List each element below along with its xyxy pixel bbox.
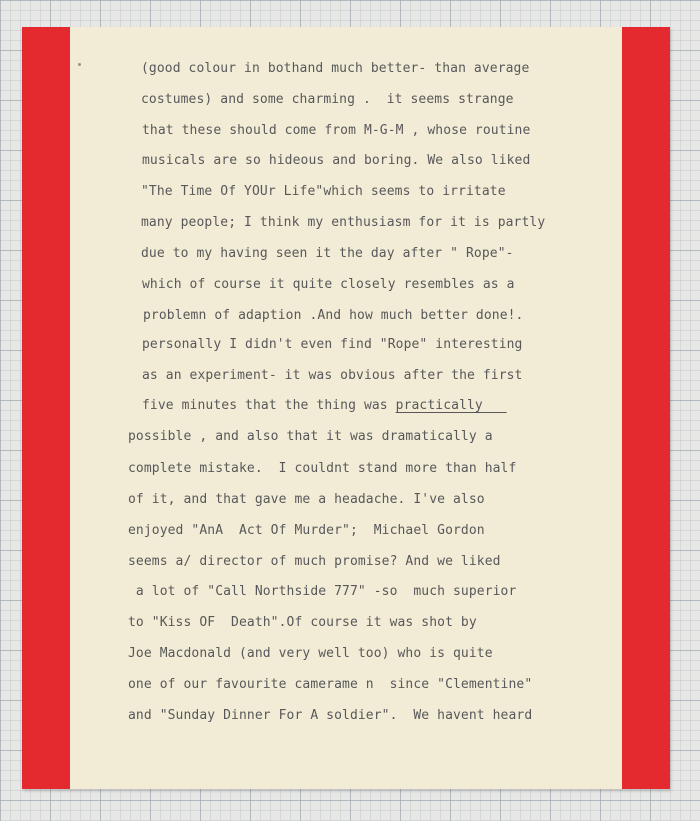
text-line	[142, 398, 507, 413]
text-line: costumes) and some charming . it seems strange	[141, 92, 514, 107]
text-line: as an experiment- it was obvious after the first	[142, 368, 523, 383]
text-line: that these should come from M-G-M , whose routine	[142, 123, 531, 138]
text-line: (good colour in bothand much better- than average	[141, 61, 530, 76]
text-line: "The Time Of YOUr Life"which seems to irritate	[141, 184, 506, 199]
underline-extension	[483, 398, 507, 413]
text-line: of it, and that gave me a headache. I've also	[128, 492, 485, 507]
text-line: a lot of "Call Northside 777" -so much superior	[128, 584, 517, 599]
text-line: and "Sunday Dinner For A soldier". We havent heard	[128, 708, 533, 723]
text-line-segment: five minutes that the thing was	[142, 398, 396, 413]
typed-letter-text	[22, 27, 670, 789]
text-line: due to my having seen it the day after " Rope"-	[141, 246, 514, 261]
text-line: Joe Macdonald (and very well too) who is quite	[128, 646, 493, 661]
text-line: complete mistake. I couldnt stand more than half	[128, 461, 517, 476]
text-line: enjoyed "AnA Act Of Murder"; Michael Gordon	[128, 523, 485, 538]
text-line: possible , and also that it was dramatically a	[128, 429, 493, 444]
text-line: many people; I think my enthusiasm for it is partly	[141, 215, 546, 230]
text-line: musicals are so hideous and boring. We also liked	[142, 153, 531, 168]
text-line: problemn of adaption .And how much better done!.	[143, 308, 524, 323]
text-line: to "Kiss OF Death".Of course it was shot by	[128, 615, 477, 630]
underlined-word: practically	[395, 398, 483, 413]
text-line: personally I didn't even find "Rope" interesting	[142, 337, 523, 352]
letter-page	[22, 27, 670, 789]
text-line: seems a/ director of much promise? And we liked	[128, 554, 501, 569]
text-line: which of course it quite closely resembles as a	[142, 277, 515, 292]
text-line: one of our favourite camerame n since "Clementine"	[128, 677, 533, 692]
